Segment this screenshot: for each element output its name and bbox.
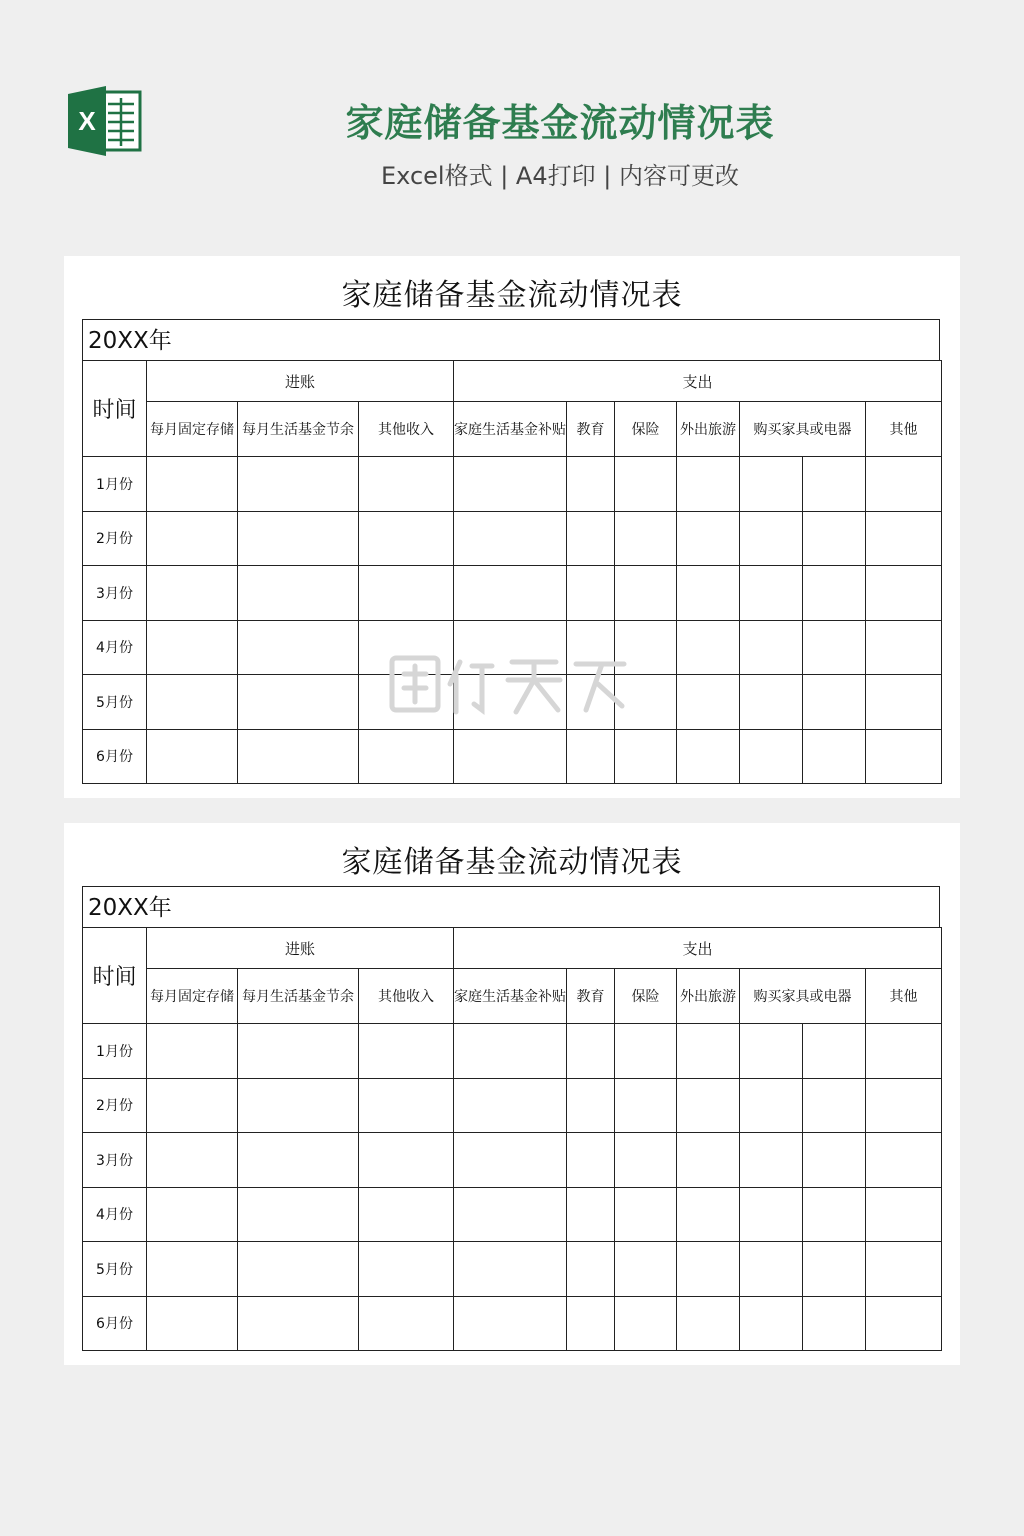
data-cell[interactable]	[454, 1133, 567, 1188]
data-cell[interactable]	[677, 566, 740, 621]
data-cell[interactable]	[454, 511, 567, 566]
data-cell[interactable]	[615, 1024, 677, 1079]
data-cell[interactable]	[740, 1242, 803, 1297]
data-cell[interactable]	[677, 1024, 740, 1079]
fund-flow-table	[82, 927, 942, 1351]
data-cell[interactable]	[740, 675, 803, 730]
excel-icon	[66, 86, 142, 156]
data-cell[interactable]	[803, 1078, 866, 1133]
data-cell[interactable]	[238, 1024, 359, 1079]
data-cell[interactable]	[454, 1187, 567, 1242]
month-label: 2月份	[83, 1078, 147, 1133]
data-cell[interactable]	[615, 1296, 677, 1351]
data-cell[interactable]	[677, 1078, 740, 1133]
data-cell[interactable]	[147, 1078, 238, 1133]
data-cell[interactable]	[803, 511, 866, 566]
column-header: 每月生活基金节余	[238, 402, 359, 457]
data-cell[interactable]	[866, 1078, 942, 1133]
month-label: 6月份	[83, 729, 147, 784]
data-cell[interactable]	[803, 1296, 866, 1351]
data-cell[interactable]	[567, 1242, 615, 1297]
column-header: 其他	[866, 969, 942, 1024]
data-cell[interactable]	[677, 1133, 740, 1188]
data-cell[interactable]	[866, 620, 942, 675]
data-cell[interactable]	[803, 1024, 866, 1079]
column-header: 每月生活基金节余	[238, 969, 359, 1024]
data-cell[interactable]	[866, 675, 942, 730]
data-cell[interactable]	[615, 457, 677, 512]
data-cell[interactable]	[866, 1133, 942, 1188]
column-header: 其他	[866, 402, 942, 457]
column-header: 其他收入	[359, 969, 454, 1024]
table-row	[83, 1242, 942, 1297]
income-group-header: 进账	[147, 928, 454, 969]
data-cell[interactable]	[147, 1187, 238, 1242]
month-label: 6月份	[83, 1296, 147, 1351]
data-cell[interactable]	[454, 675, 567, 730]
data-cell[interactable]	[677, 457, 740, 512]
data-cell[interactable]	[740, 511, 803, 566]
column-header: 每月固定存储	[147, 969, 238, 1024]
sheet-title: 家庭储备基金流动情况表	[341, 278, 683, 313]
fund-flow-table	[82, 360, 942, 784]
column-header: 保险	[615, 969, 677, 1024]
month-label: 5月份	[83, 1242, 147, 1297]
data-cell[interactable]	[567, 457, 615, 512]
table-row	[83, 1078, 942, 1133]
month-label: 4月份	[83, 620, 147, 675]
data-cell[interactable]	[454, 1242, 567, 1297]
time-header: 时间	[83, 361, 147, 457]
data-cell[interactable]	[238, 1296, 359, 1351]
table-row	[83, 620, 942, 675]
data-cell[interactable]	[238, 566, 359, 621]
column-header: 教育	[567, 402, 615, 457]
sheet-title: 家庭储备基金流动情况表	[341, 845, 683, 880]
data-cell[interactable]	[567, 1024, 615, 1079]
data-cell[interactable]	[740, 1024, 803, 1079]
data-cell[interactable]	[677, 1296, 740, 1351]
data-cell[interactable]	[567, 1078, 615, 1133]
data-cell[interactable]	[740, 1078, 803, 1133]
data-cell[interactable]	[359, 729, 454, 784]
data-cell[interactable]	[567, 729, 615, 784]
expense-group-header: 支出	[454, 361, 942, 402]
month-label: 1月份	[83, 1024, 147, 1079]
column-header: 其他收入	[359, 402, 454, 457]
data-cell[interactable]	[147, 729, 238, 784]
data-cell[interactable]	[677, 675, 740, 730]
data-cell[interactable]	[238, 1078, 359, 1133]
data-cell[interactable]	[567, 620, 615, 675]
data-cell[interactable]	[677, 729, 740, 784]
data-cell[interactable]	[238, 457, 359, 512]
sheet-preview-2	[64, 823, 960, 1365]
data-cell[interactable]	[567, 1296, 615, 1351]
column-header: 教育	[567, 969, 615, 1024]
data-cell[interactable]	[615, 675, 677, 730]
data-cell[interactable]	[238, 1242, 359, 1297]
data-cell[interactable]	[803, 729, 866, 784]
data-cell[interactable]	[803, 675, 866, 730]
data-cell[interactable]	[866, 729, 942, 784]
data-cell[interactable]	[803, 457, 866, 512]
data-cell[interactable]	[454, 1078, 567, 1133]
column-header: 外出旅游	[677, 969, 740, 1024]
month-label: 3月份	[83, 1133, 147, 1188]
data-cell[interactable]	[359, 1242, 454, 1297]
data-cell[interactable]	[615, 1133, 677, 1188]
data-cell[interactable]	[454, 566, 567, 621]
data-cell[interactable]	[740, 566, 803, 621]
column-header: 外出旅游	[677, 402, 740, 457]
data-cell[interactable]	[238, 1133, 359, 1188]
data-cell[interactable]	[359, 1296, 454, 1351]
table-row	[83, 1296, 942, 1351]
page-title: 家庭储备基金流动情况表	[345, 101, 775, 145]
table-row	[83, 566, 942, 621]
data-cell[interactable]	[359, 1133, 454, 1188]
data-cell[interactable]	[147, 566, 238, 621]
data-cell[interactable]	[615, 1078, 677, 1133]
data-cell[interactable]	[677, 1242, 740, 1297]
data-cell[interactable]	[615, 1187, 677, 1242]
page-subtitle: Excel格式 | A4打印 | 内容可更改	[381, 162, 739, 190]
data-cell[interactable]	[866, 1187, 942, 1242]
table-row	[83, 1187, 942, 1242]
data-cell[interactable]	[454, 457, 567, 512]
data-cell[interactable]	[359, 566, 454, 621]
column-header: 每月固定存储	[147, 402, 238, 457]
data-cell[interactable]	[567, 1133, 615, 1188]
column-header: 购买家具或电器	[740, 969, 866, 1024]
data-cell[interactable]	[615, 566, 677, 621]
data-cell[interactable]	[740, 1296, 803, 1351]
data-cell[interactable]	[147, 1133, 238, 1188]
data-cell[interactable]	[615, 729, 677, 784]
table-row	[83, 729, 942, 784]
month-label: 1月份	[83, 457, 147, 512]
data-cell[interactable]	[803, 1133, 866, 1188]
data-cell[interactable]	[147, 511, 238, 566]
column-header: 购买家具或电器	[740, 402, 866, 457]
data-cell[interactable]	[238, 729, 359, 784]
data-cell[interactable]	[567, 675, 615, 730]
data-cell[interactable]	[567, 511, 615, 566]
data-cell[interactable]	[359, 1187, 454, 1242]
data-cell[interactable]	[866, 511, 942, 566]
time-header: 时间	[83, 928, 147, 1024]
data-cell[interactable]	[615, 1242, 677, 1297]
data-cell[interactable]	[238, 511, 359, 566]
data-cell[interactable]	[740, 620, 803, 675]
table-row	[83, 675, 942, 730]
svg-text:X: X	[78, 106, 96, 136]
data-cell[interactable]	[803, 1187, 866, 1242]
data-cell[interactable]	[359, 620, 454, 675]
table-row	[83, 457, 942, 512]
month-label: 3月份	[83, 566, 147, 621]
column-header: 保险	[615, 402, 677, 457]
data-cell[interactable]	[615, 620, 677, 675]
data-cell[interactable]	[359, 1024, 454, 1079]
data-cell[interactable]	[359, 457, 454, 512]
data-cell[interactable]	[359, 675, 454, 730]
data-cell[interactable]	[147, 1296, 238, 1351]
data-cell[interactable]	[454, 1024, 567, 1079]
data-cell[interactable]	[677, 511, 740, 566]
data-cell[interactable]	[147, 457, 238, 512]
data-cell[interactable]	[740, 1133, 803, 1188]
data-cell[interactable]	[677, 1187, 740, 1242]
data-cell[interactable]	[740, 457, 803, 512]
month-label: 5月份	[83, 675, 147, 730]
data-cell[interactable]	[454, 620, 567, 675]
table-row	[83, 1024, 942, 1079]
page-header	[0, 0, 1024, 230]
data-cell[interactable]	[147, 620, 238, 675]
data-cell[interactable]	[147, 1242, 238, 1297]
data-cell[interactable]	[238, 1187, 359, 1242]
income-group-header: 进账	[147, 361, 454, 402]
data-cell[interactable]	[147, 1024, 238, 1079]
data-cell[interactable]	[147, 675, 238, 730]
expense-group-header: 支出	[454, 928, 942, 969]
sheet-preview-1	[64, 256, 960, 798]
data-cell[interactable]	[866, 1242, 942, 1297]
data-cell[interactable]	[567, 566, 615, 621]
data-cell[interactable]	[359, 511, 454, 566]
table-row	[83, 1133, 942, 1188]
month-label: 4月份	[83, 1187, 147, 1242]
data-cell[interactable]	[359, 1078, 454, 1133]
table-row	[83, 511, 942, 566]
data-cell[interactable]	[238, 620, 359, 675]
data-cell[interactable]	[567, 1187, 615, 1242]
year-cell: 20XX年	[82, 886, 940, 928]
data-cell[interactable]	[238, 675, 359, 730]
data-cell[interactable]	[803, 1242, 866, 1297]
data-cell[interactable]	[803, 566, 866, 621]
column-header: 家庭生活基金补贴	[454, 402, 567, 457]
year-cell: 20XX年	[82, 319, 940, 361]
data-cell[interactable]	[615, 511, 677, 566]
data-cell[interactable]	[677, 620, 740, 675]
data-cell[interactable]	[454, 729, 567, 784]
data-cell[interactable]	[803, 620, 866, 675]
data-cell[interactable]	[866, 1024, 942, 1079]
data-cell[interactable]	[866, 566, 942, 621]
data-cell[interactable]	[866, 457, 942, 512]
data-cell[interactable]	[454, 1296, 567, 1351]
data-cell[interactable]	[866, 1296, 942, 1351]
data-cell[interactable]	[740, 729, 803, 784]
month-label: 2月份	[83, 511, 147, 566]
data-cell[interactable]	[740, 1187, 803, 1242]
column-header: 家庭生活基金补贴	[454, 969, 567, 1024]
